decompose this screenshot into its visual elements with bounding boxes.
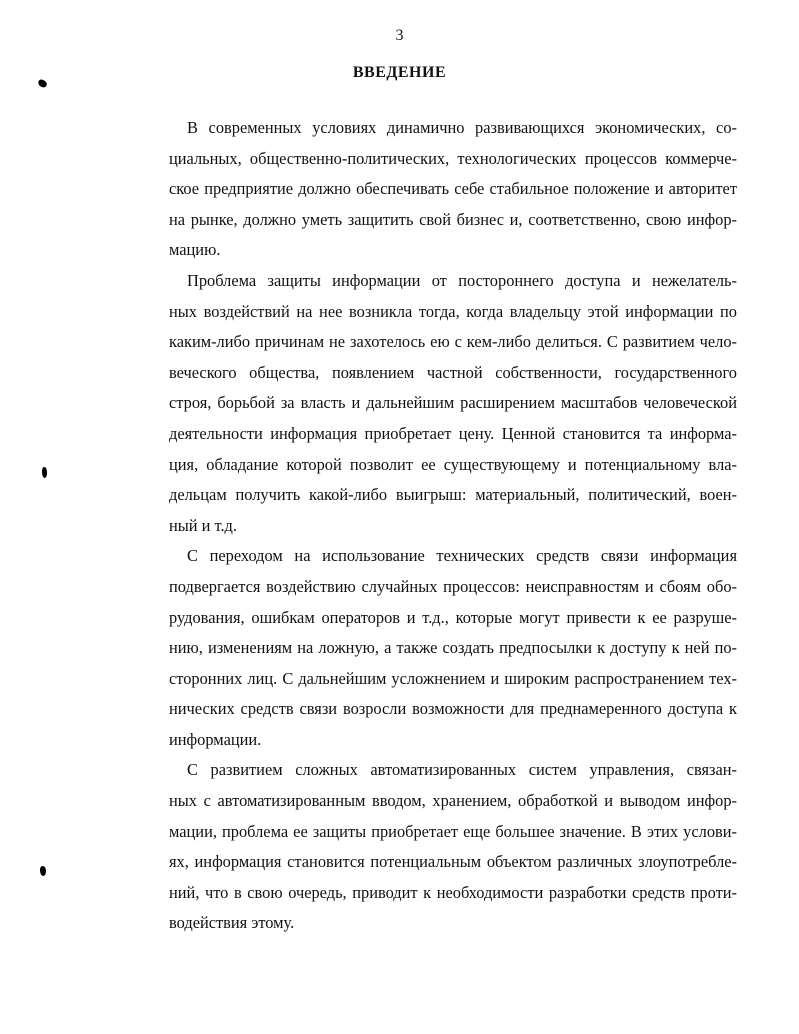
paragraph-2 xyxy=(151,266,737,541)
paragraph-4 xyxy=(151,755,737,939)
text-line: ция, обладание которой позволит ее существующему и потенциальному вла- xyxy=(169,454,737,474)
text-line: циальных, общественно-политических, технологических процессов коммерче- xyxy=(169,148,737,168)
text-line: деятельности информация приобретает цену. Ценной становится та информа- xyxy=(169,423,737,443)
document-body xyxy=(151,113,737,939)
paragraph-1 xyxy=(151,113,737,266)
text-line: дельцам получить какой-либо выигрыш: материальный, политический, воен- xyxy=(169,485,737,505)
page-number: 3 xyxy=(395,27,404,44)
text-line: веческого общества, появлением частной собственности, государственного xyxy=(169,362,737,382)
text-line: С переходом на использование технических средств связи информация xyxy=(187,546,737,566)
text-line: ях, информация становится потенциальным объектом различных злоупотребле- xyxy=(169,852,737,872)
text-line: Проблема защиты информации от постороннего доступа и нежелатель- xyxy=(187,270,737,290)
text-line: нических средств связи возросли возможности для преднамеренного доступа к xyxy=(169,699,737,719)
text-line: водействия этому. xyxy=(169,913,295,933)
text-line: ный и т.д. xyxy=(169,515,237,535)
text-line: информации. xyxy=(169,729,262,749)
section-heading: ВВЕДЕНИЕ xyxy=(352,64,447,81)
text-line: нию, изменениям на ложную, а также создать предпосылки к доступу к ней по- xyxy=(169,638,737,658)
text-line: ных воздействий на нее возникла тогда, когда владельцу этой информации по xyxy=(169,301,737,321)
text-line: ний, что в свою очередь, приводит к необходимости разработки средств проти- xyxy=(169,882,737,902)
text-line: ных с автоматизированным вводом, хранением, обработкой и выводом инфор- xyxy=(169,791,737,811)
paragraph-3 xyxy=(151,541,737,755)
text-line: мации, проблема ее защиты приобретает еще большее значение. В этих услови- xyxy=(169,821,737,841)
text-line: мацию. xyxy=(169,240,221,260)
text-line: сторонних лиц. С дальнейшим усложнением и широким распространением тех- xyxy=(169,668,737,688)
text-line: С развитием сложных автоматизированных систем управления, связан- xyxy=(187,760,737,780)
text-line: строя, борьбой за власть и дальнейшим расширением масштабов человеческой xyxy=(169,393,737,413)
text-line: ское предприятие должно обеспечивать себе стабильное положение и авторитет xyxy=(169,179,737,199)
scan-speck xyxy=(40,866,46,876)
text-line: на рынке, должно уметь защитить свой бизнес и, соответственно, свою инфор- xyxy=(169,209,737,229)
text-line: каким-либо причинам не захотелось ею с кем-либо делиться. С развитием чело- xyxy=(169,332,737,352)
text-line: рудования, ошибкам операторов и т.д., которые могут привести к ее разруше- xyxy=(169,607,737,627)
text-line: В современных условиях динамично развивающихся экономических, со- xyxy=(187,118,737,137)
scan-speck xyxy=(42,467,47,478)
text-line: подвергается воздействию случайных процессов: неисправностям и сбоям обо- xyxy=(169,576,737,596)
